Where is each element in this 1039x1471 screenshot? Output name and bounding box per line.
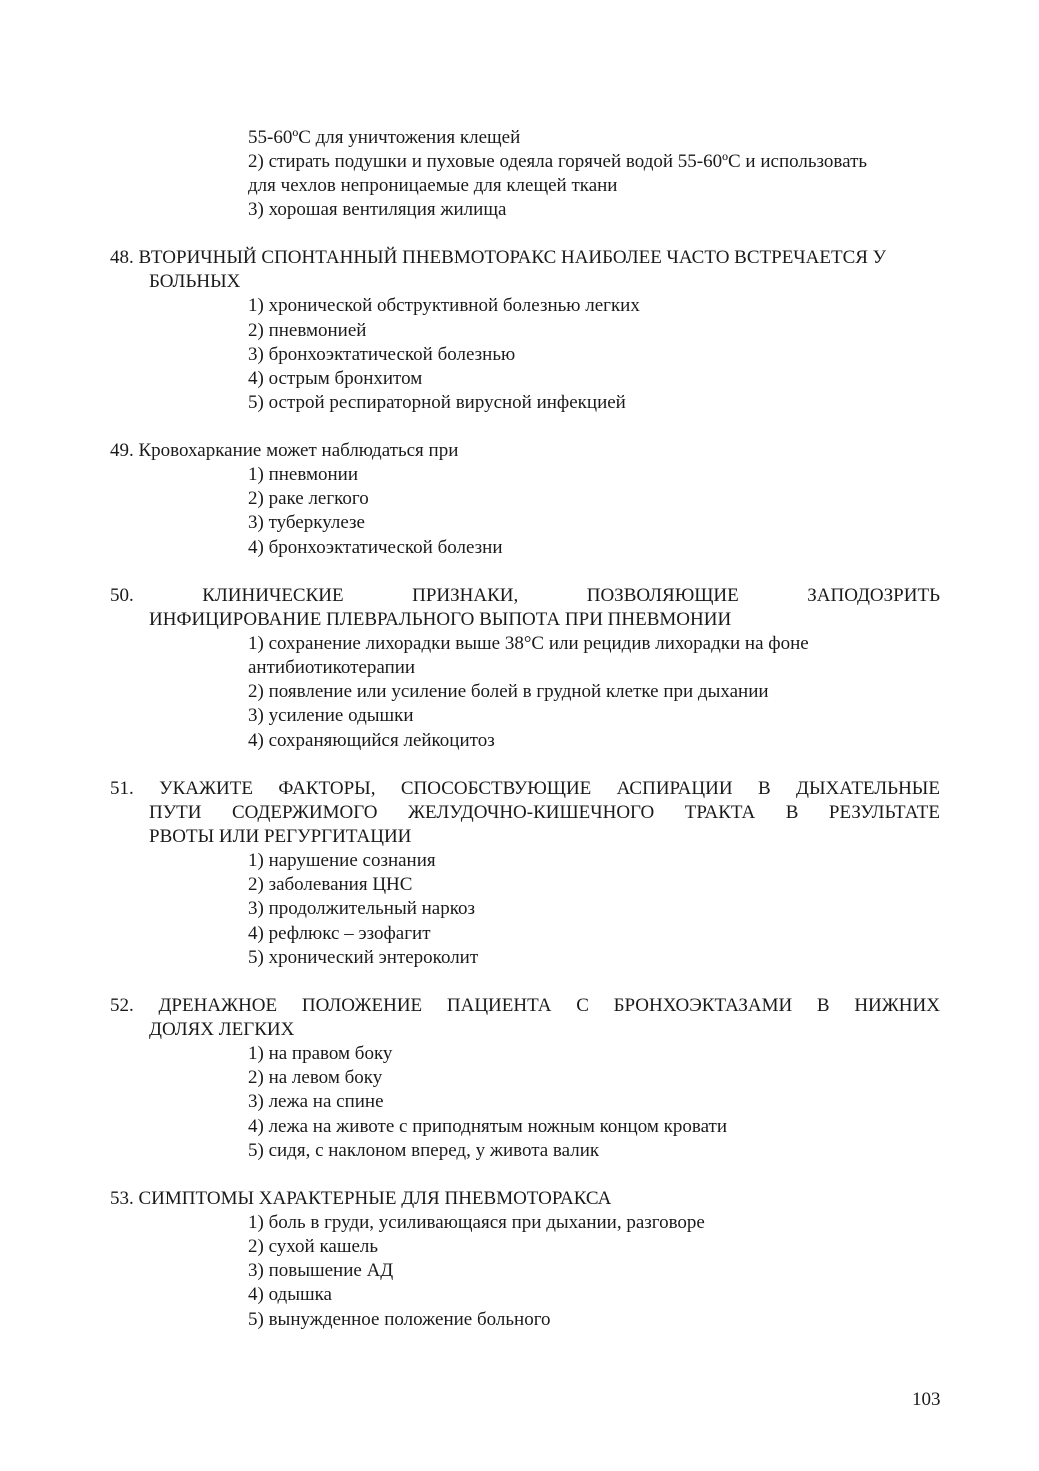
answer-option: 4) острым бронхитом (248, 368, 423, 389)
heading-word: ПУТИ (149, 802, 202, 823)
heading-word: ПАЦИЕНТА (446, 995, 552, 1016)
heading-word: АСПИРАЦИИ (616, 778, 733, 799)
heading-word: КЛИНИЧЕСКИЕ (202, 585, 344, 606)
question-heading-continuation: ДОЛЯХ ЛЕГКИХ (149, 1019, 295, 1040)
heading-word: В (816, 995, 830, 1016)
answer-option: 4) лежа на животе с приподнятым ножным концом кровати (248, 1116, 727, 1137)
question-heading-continuation: БОЛЬНЫХ (149, 271, 241, 292)
answer-option: 1) боль в груди, усиливающаяся при дыхании, разговоре (248, 1212, 705, 1233)
answer-option: 3) усиление одышки (248, 705, 414, 726)
heading-word: 52. (110, 995, 134, 1016)
page-number: 103 (912, 1389, 941, 1410)
answer-option: 1) пневмонии (248, 464, 359, 485)
heading-word: ЖЕЛУДОЧНО-КИШЕЧНОГО (407, 802, 655, 823)
answer-option: 2) появление или усиление болей в грудной клетке при дыхании (248, 681, 769, 702)
answer-option: 3) лежа на спине (248, 1091, 384, 1112)
answer-option: 3) повышение АД (248, 1260, 394, 1281)
answer-option: 2) сухой кашель (248, 1236, 379, 1257)
heading-word: ПОЗВОЛЯЮЩИЕ (586, 585, 739, 606)
heading-word: ЗАПОДОЗРИТЬ (807, 585, 940, 606)
question-heading: 49. Кровохаркание может наблюдаться при (110, 440, 459, 461)
continuation-line: 2) стирать подушки и пуховые одеяла горячей водой 55-60ºС и использовать (248, 151, 868, 172)
continuation-line: для чехлов непроницаемые для клещей ткани (248, 175, 618, 196)
heading-word: НИЖНИХ (854, 995, 940, 1016)
heading-word: ТРАКТА (684, 802, 756, 823)
answer-option: 4) рефлюкс – эзофагит (248, 923, 431, 944)
heading-word: ПОЛОЖЕНИЕ (301, 995, 423, 1016)
heading-word: УКАЖИТЕ (159, 778, 253, 799)
heading-word: С (576, 995, 589, 1016)
answer-option: 2) заболевания ЦНС (248, 874, 413, 895)
question-heading-continuation (149, 801, 940, 825)
heading-word: 51. (110, 778, 134, 799)
answer-option: 5) сидя, с наклоном вперед, у живота валик (248, 1140, 600, 1161)
heading-word: БРОНХОЭКТАЗАМИ (613, 995, 793, 1016)
heading-word: В (785, 802, 799, 823)
question-heading (110, 994, 940, 1018)
answer-option: 2) раке легкого (248, 488, 369, 509)
answer-option: 4) сохраняющийся лейкоцитоз (248, 730, 495, 751)
heading-word: СПОСОБСТВУЮЩИЕ (400, 778, 592, 799)
answer-option: 2) пневмонией (248, 320, 367, 341)
answer-option: 1) сохранение лихорадки выше 38°С или рецидив лихорадки на фоне (248, 633, 809, 654)
heading-word: 50. (110, 585, 134, 606)
question-heading (110, 584, 940, 608)
answer-option: 1) хронической обструктивной болезнью легких (248, 295, 640, 316)
answer-option-continuation: антибиотикотерапии (248, 657, 416, 678)
answer-option: 1) нарушение сознания (248, 850, 436, 871)
answer-option: 4) бронхоэктатической болезни (248, 537, 503, 558)
continuation-line: 55-60ºС для уничтожения клещей (248, 127, 521, 148)
answer-option: 1) на правом боку (248, 1043, 393, 1064)
question-heading-continuation: ИНФИЦИРОВАНИЕ ПЛЕВРАЛЬНОГО ВЫПОТА ПРИ ПНЕВМОНИИ (149, 609, 732, 630)
heading-word: В (757, 778, 771, 799)
answer-option: 5) острой респираторной вирусной инфекцией (248, 392, 626, 413)
heading-word: ПРИЗНАКИ, (412, 585, 519, 606)
heading-word: ДЫХАТЕЛЬНЫЕ (796, 778, 940, 799)
answer-option: 5) хронический энтероколит (248, 947, 479, 968)
heading-word: СОДЕРЖИМОГО (231, 802, 378, 823)
heading-word: РЕЗУЛЬТАТЕ (828, 802, 940, 823)
answer-option: 4) одышка (248, 1284, 332, 1305)
continuation-line: 3) хорошая вентиляция жилища (248, 199, 507, 220)
question-heading-continuation: РВОТЫ ИЛИ РЕГУРГИТАЦИИ (149, 826, 412, 847)
answer-option: 5) вынужденное положение больного (248, 1309, 551, 1330)
answer-option: 3) туберкулезе (248, 512, 365, 533)
question-heading (110, 777, 940, 801)
answer-option: 3) бронхоэктатической болезнью (248, 344, 516, 365)
heading-word: ФАКТОРЫ, (278, 778, 376, 799)
question-heading: 48. ВТОРИЧНЫЙ СПОНТАННЫЙ ПНЕВМОТОРАКС НАИБОЛЕЕ ЧАСТО ВСТРЕЧАЕТСЯ У (110, 247, 887, 268)
answer-option: 3) продолжительный наркоз (248, 898, 475, 919)
question-heading: 53. СИМПТОМЫ ХАРАКТЕРНЫЕ ДЛЯ ПНЕВМОТОРАКСА (110, 1188, 612, 1209)
heading-word: ДРЕНАЖНОЕ (158, 995, 278, 1016)
answer-option: 2) на левом боку (248, 1067, 383, 1088)
